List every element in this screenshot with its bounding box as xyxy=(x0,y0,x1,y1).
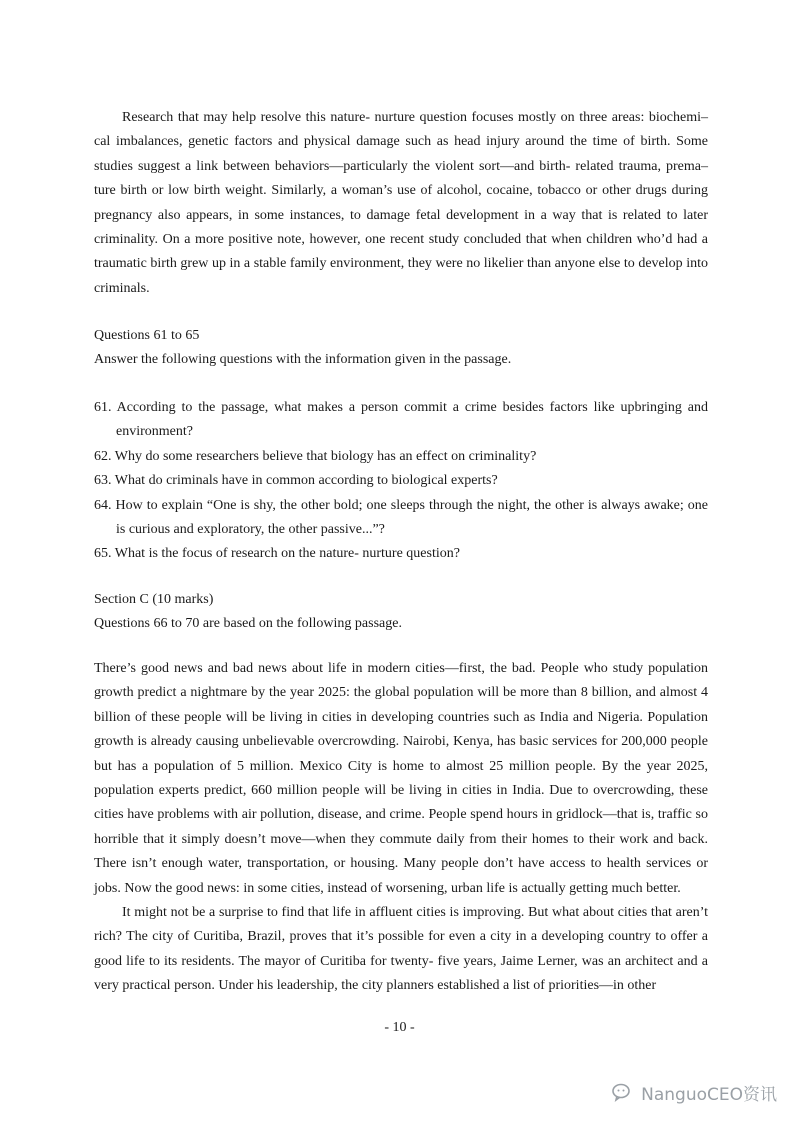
watermark xyxy=(611,1080,777,1105)
questions-instruction: Answer the following questions with the information given in the passage. xyxy=(94,352,512,368)
section-c xyxy=(94,588,708,637)
question-65: 65. What is the focus of research on the nature- nurture question? xyxy=(94,546,460,562)
passage-2 xyxy=(94,657,708,999)
question-63: 63. What do criminals have in common according to biological experts? xyxy=(94,473,498,489)
section-c-instruction: Questions 66 to 70 are based on the following passage. xyxy=(94,616,402,632)
passage-2-paragraph-2: It might not be a surprise to find that life in affluent cities is improving. But what about cities that aren’t rich? The city of Curitiba, Brazil, proves that it’s possible for even a city in a developing country to offer a good life to its residents. The mayor of Curitiba for twenty- five years, Jaime Lerner, was an architect and a very practical person. Under his leadership, the city planners established a list of priorities—in other xyxy=(94,905,708,994)
page-number: - 10 - xyxy=(384,1020,415,1035)
passage-1 xyxy=(94,106,708,301)
questions-heading: Questions 61 to 65 xyxy=(94,328,200,343)
question-list xyxy=(94,396,708,567)
passage-2-paragraph-1: There’s good news and bad news about life in modern cities—first, the bad. People who study population growth predict a nightmare by the year 2025: the global population will be more than 8 billion, and almost 4 billion of these people will be living in cities in developing countries such as India and Nigeria. Population growth is already causing unbelievable overcrowding. Nairobi, Kenya, has basic services for 200,000 people but has a population of 5 million. Mexico City is home to almost 25 million people. By the year 2025, population experts predict, 660 million people will be living in cities in India. Due to overcrowding, these cities have problems with air pollution, disease, and crime. People spend hours in gridlock—that is, traffic so horrible that it simply doesn’t move—when they commute daily from their homes to their work and back. There isn’t enough water, transportation, or housing. Many people don’t have access to health services or jobs. Now the good news: in some cities, instead of worsening, urban life is actually getting much better. xyxy=(94,661,708,896)
question-64: 64. How to explain “One is shy, the other bold; one sleeps through the night, the other is always awake; one is curious and exploratory, the other passive...”? xyxy=(94,497,708,538)
section-c-heading: Section C (10 marks) xyxy=(94,592,214,607)
passage-1-paragraph: Research that may help resolve this nature- nurture question focuses mostly on three areas: biochemi–cal imbalances, genetic factors and physical damage such as head injury around the time of birth. Some studies suggest a link between behaviors—particularly the violent sort—and birth- related trauma, prema–ture birth or low birth weight. Similarly, a woman’s use of alcohol, cocaine, tobacco or other drugs during pregnancy also appears, in some instances, to damage fetal development in a way that is related to later criminality. On a more positive note, however, one recent study concluded that when children who’d had a traumatic birth grew up in a stable family environment, they were no likelier than anyone else to develop into criminals. xyxy=(94,110,708,296)
question-61: 61. According to the passage, what makes a person commit a crime besides factors like upbringing and environment? xyxy=(94,400,708,440)
question-62: 62. Why do some researchers believe that biology has an effect on criminality? xyxy=(94,448,537,464)
questions-section xyxy=(94,324,708,373)
wechat-chat-icon xyxy=(611,1081,635,1105)
watermark-text: NanguoCEO资讯 xyxy=(641,1085,777,1105)
